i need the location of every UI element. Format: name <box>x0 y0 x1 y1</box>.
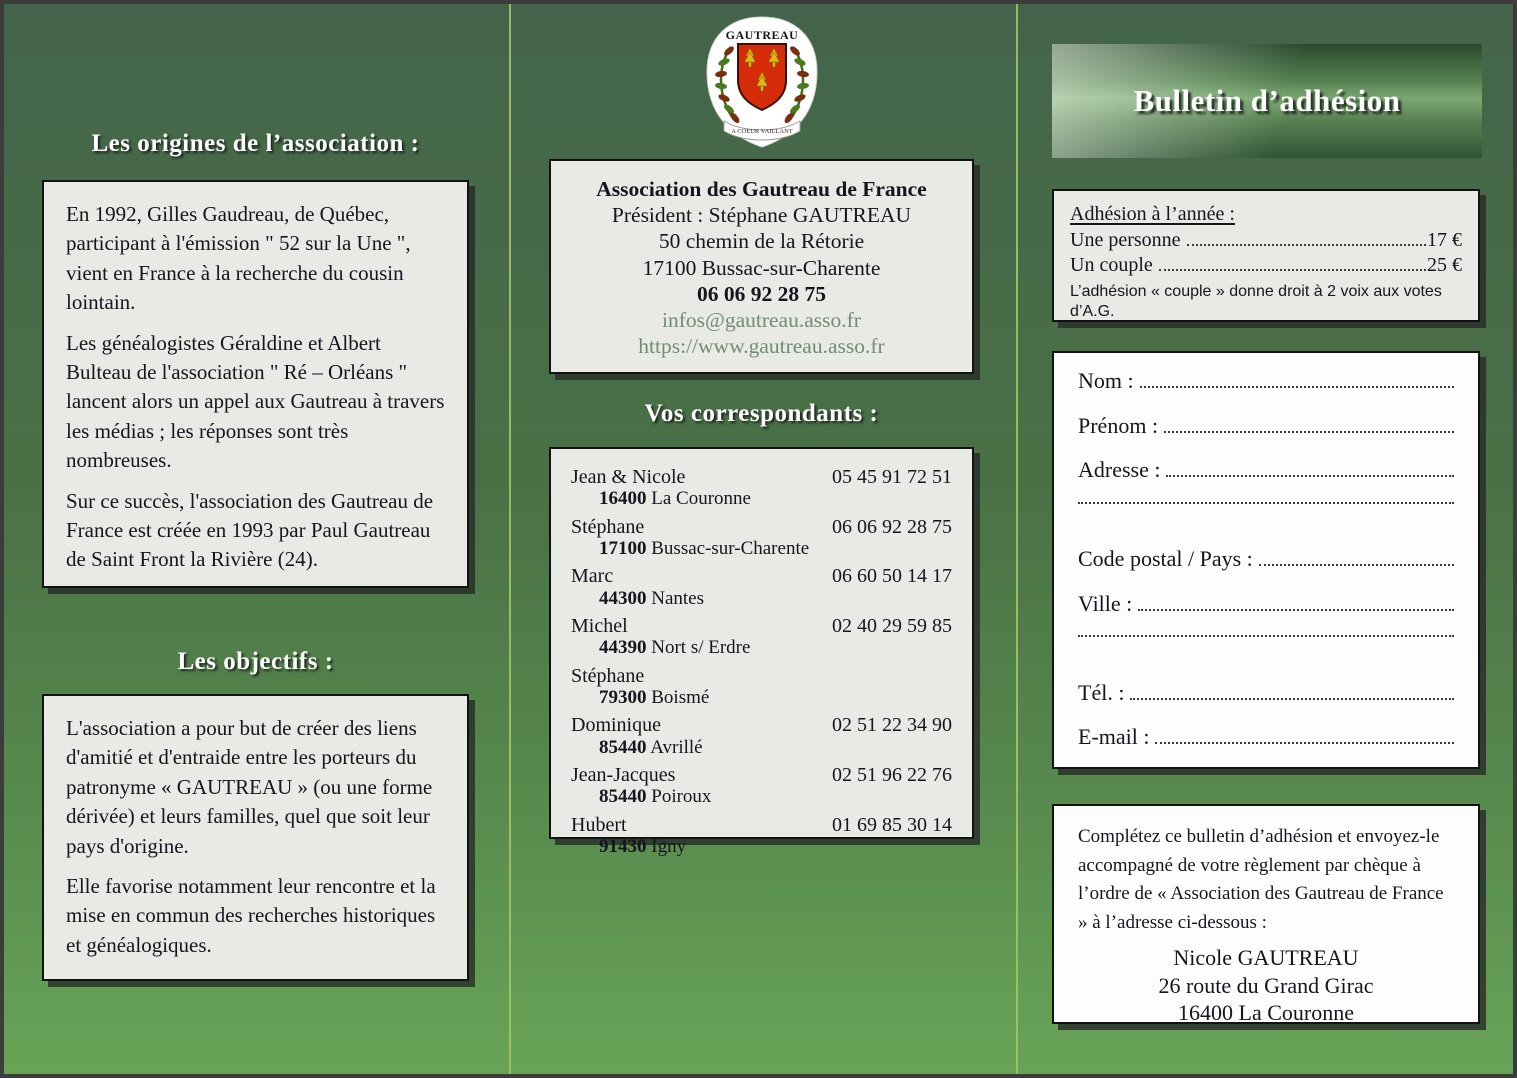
correspondent-city: Avrillé <box>650 736 703 758</box>
crest-motto: A COEUR VAILLANT <box>731 128 793 135</box>
correspondent-city: Nantes <box>651 587 705 609</box>
correspondent-row <box>571 764 952 808</box>
form-fill-line[interactable] <box>1078 502 1454 504</box>
objectives-paragraph-2: Elle favorise notamment leur rencontre et la mise en commun des recherches historiques et généalogiques. <box>66 873 436 957</box>
correspondent-postal: 16400 <box>599 488 647 510</box>
correspondent-city: La Couronne <box>651 488 751 510</box>
correspondent-name: Michel <box>571 614 628 637</box>
correspondent-phone: 06 60 50 14 17 <box>832 565 952 588</box>
correspondent-postal: 79300 <box>599 687 647 709</box>
correspondents-heading: Vos correspondants : <box>644 400 879 427</box>
objectives-paragraph-1: L'association a pour but de créer des liens d'amitié et d'entraide entre les porteurs du patronyme « GAUTREAU » (ou une forme dérivée) et leurs familles, quel que soit leur pays d'origine. <box>66 716 433 858</box>
send-address <box>1078 944 1454 1027</box>
association-president: Président : Stéphane GAUTREAU <box>611 203 912 228</box>
form-fill-line[interactable] <box>1130 698 1454 700</box>
correspondent-row <box>571 516 952 560</box>
association-phone: 06 06 92 28 75 <box>697 281 826 306</box>
correspondent-row <box>571 466 952 510</box>
panel-divider-left <box>509 4 511 1074</box>
correspondent-name: Stéphane <box>571 515 645 538</box>
form-field-prenom <box>1078 413 1454 441</box>
crest-name: GAUTREAU <box>725 28 799 42</box>
origins-paragraph-3: Sur ce succès, l'association des Gautreau de France est créée en 1993 par Paul Gautreau de Saint Front la Rivière (24). <box>66 488 434 572</box>
correspondent-city: Nort s/ Erdre <box>651 637 751 659</box>
panel-divider-right <box>1016 4 1018 1074</box>
correspondent-city: Poiroux <box>651 786 712 808</box>
correspondent-row <box>571 615 952 659</box>
form-label: Adresse : <box>1078 457 1161 482</box>
form-field-adresse <box>1078 457 1454 485</box>
membership-form-box <box>1052 351 1480 769</box>
form-label: Nom : <box>1078 368 1134 393</box>
correspondent-name: Hubert <box>571 813 627 836</box>
origins-heading: Les origines de l’association : <box>91 130 420 157</box>
form-field-ville <box>1078 591 1454 619</box>
form-fill-line[interactable] <box>1078 635 1454 637</box>
correspondent-name: Jean & Nicole <box>571 466 686 488</box>
correspondent-postal: 17100 <box>599 538 647 560</box>
correspondent-phone: 02 51 96 22 76 <box>832 763 952 786</box>
association-title: Association des Gautreau de France <box>596 177 927 201</box>
correspondents-box <box>549 447 974 857</box>
membership-box <box>1052 189 1480 322</box>
membership-option-label: Une personne <box>1070 228 1181 251</box>
membership-option <box>1070 228 1462 254</box>
correspondent-city: Boismé <box>651 687 710 709</box>
origins-paragraph-2: Les généalogistes Géraldine et Albert Bulteau de l'association " Ré – Orléans " lancent alors un appel aux Gautreau à travers les médias ; les réponses sont très nombreuses. <box>66 330 445 473</box>
form-fill-line[interactable] <box>1259 564 1454 566</box>
form-field-ville-suite <box>1078 635 1454 663</box>
form-field-adresse-suite <box>1078 502 1454 530</box>
correspondent-name: Stéphane <box>571 664 645 687</box>
correspondent-row <box>571 565 952 609</box>
objectives-box <box>42 694 469 981</box>
bulletin-title: Bulletin d’adhésion <box>1133 83 1401 118</box>
origins-paragraph-1: En 1992, Gilles Gaudreau, de Québec, participant à l'émission " 52 sur la Une ", vient en France à la recherche du cousin lointain. <box>66 202 411 315</box>
correspondent-name: Dominique <box>571 714 661 737</box>
send-instructions-text: Complétez ce bulletin d’adhésion et envoyez-le accompagné de votre règlement par chèque à l’ordre de « Association des Gautreau de France » à l’adresse ci-dessous : <box>1078 826 1444 933</box>
correspondent-name: Jean-Jacques <box>571 763 676 786</box>
objectives-heading: Les objectifs : <box>177 648 334 675</box>
website-link[interactable]: https://www.gautreau.asso.fr <box>638 334 885 359</box>
membership-option-price: 17 € <box>1427 228 1462 251</box>
membership-option-label: Un couple <box>1070 254 1153 277</box>
send-address-street: 26 route du Grand Girac <box>1158 972 1374 998</box>
form-field-nom <box>1078 368 1454 396</box>
correspondent-postal: 85440 <box>599 786 647 808</box>
form-field-tel <box>1078 680 1454 708</box>
correspondent-row <box>571 714 952 758</box>
correspondent-phone: 06 06 92 28 75 <box>832 515 952 538</box>
form-fill-line[interactable] <box>1138 609 1454 611</box>
correspondent-phone: 01 69 85 30 14 <box>832 813 952 836</box>
form-fill-line[interactable] <box>1164 431 1454 433</box>
gautreau-crest-icon <box>705 15 819 150</box>
form-fill-line[interactable] <box>1166 475 1454 477</box>
correspondent-city: Igny <box>651 835 687 857</box>
form-label: Tél. : <box>1078 679 1125 705</box>
send-instructions-box <box>1052 804 1480 1024</box>
membership-option <box>1070 253 1462 279</box>
membership-option-price: 25 € <box>1427 254 1462 277</box>
form-fill-line[interactable] <box>1140 386 1454 388</box>
correspondent-postal: 44300 <box>599 587 647 609</box>
correspondent-postal: 91430 <box>599 835 647 857</box>
association-address-line2: 17100 Bussac-sur-Charente <box>642 255 881 280</box>
form-field-code-postal-pays <box>1078 546 1454 574</box>
send-address-name: Nicole GAUTREAU <box>1173 945 1359 970</box>
form-field-email <box>1078 724 1454 752</box>
dotted-leader <box>1159 269 1426 271</box>
correspondent-postal: 44390 <box>599 637 647 659</box>
form-label: E-mail : <box>1078 724 1150 749</box>
email-link[interactable]: infos@gautreau.asso.fr <box>662 308 861 333</box>
form-label: Prénom : <box>1078 412 1159 438</box>
correspondent-phone: 02 40 29 59 85 <box>832 614 952 637</box>
membership-heading: Adhésion à l’année : <box>1070 203 1235 225</box>
form-fill-line[interactable] <box>1155 742 1454 744</box>
form-label: Ville : <box>1078 590 1133 616</box>
form-label: Code postal / Pays : <box>1078 546 1253 571</box>
send-address-city: 16400 La Couronne <box>1178 1000 1354 1025</box>
correspondent-phone: 05 45 91 72 51 <box>832 466 952 488</box>
correspondent-name: Marc <box>571 565 614 588</box>
origins-box <box>42 180 469 588</box>
bulletin-banner <box>1052 44 1482 158</box>
shield-icon <box>738 44 786 110</box>
correspondent-postal: 85440 <box>599 736 647 758</box>
dotted-leader <box>1187 244 1426 246</box>
association-info-box <box>549 159 974 374</box>
correspondent-phone: 02 51 22 34 90 <box>832 714 952 737</box>
association-address-line1: 50 chemin de la Rétorie <box>658 229 865 254</box>
correspondent-city: Bussac-sur-Charente <box>651 538 810 560</box>
correspondent-row <box>571 665 952 709</box>
membership-note: L’adhésion « couple » donne droit à 2 voix aux votes d’A.G. <box>1070 282 1442 321</box>
correspondent-row <box>571 814 952 858</box>
